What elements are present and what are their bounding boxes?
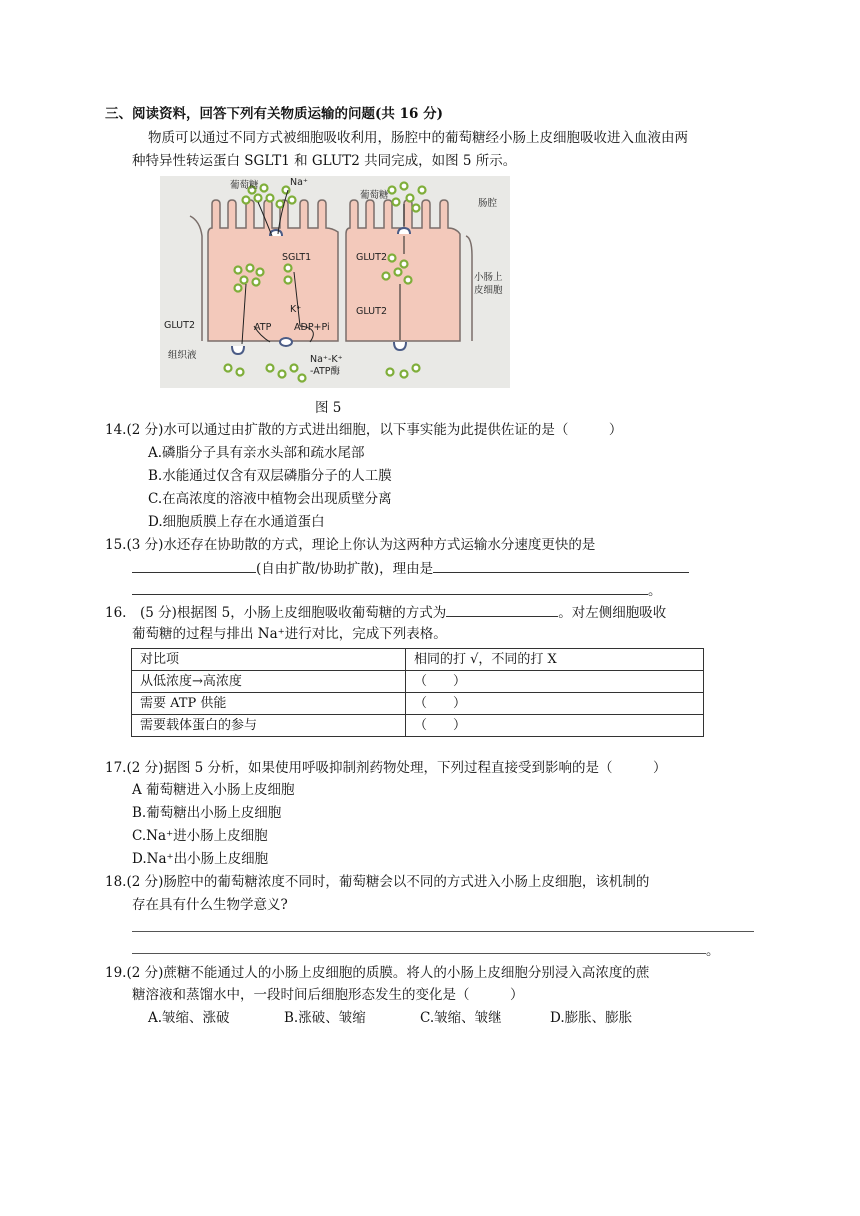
intro-line-2: 种特异性转运蛋白 SGLT1 和 GLUT2 共同完成，如图 5 所示。 <box>132 153 517 169</box>
table-cell-item: 从低浓度→高浓度 <box>132 671 406 693</box>
figure-label-pump-2: -ATP酶 <box>310 366 341 377</box>
table-cell-item: 需要载体蛋白的参与 <box>132 715 406 737</box>
figure-label-k: K⁺ <box>290 304 302 315</box>
q15-answer-line-2 <box>132 580 662 601</box>
q14-option-a: A.磷脂分子具有亲水头部和疏水尾部 <box>148 445 365 461</box>
table-header-item: 对比项 <box>132 649 406 671</box>
figure-label-adp: ADP+Pi <box>294 322 330 333</box>
q14-option-b: B.水能通过仅含有双层磷脂分子的人工膜 <box>148 468 392 484</box>
table-cell-mark[interactable]: （ ） <box>406 671 704 693</box>
figure-label-glucose-left: 葡萄糖 <box>230 180 259 191</box>
q16-stem-line <box>105 602 666 623</box>
q19-option-b: B.涨破、皱缩 <box>284 1010 366 1026</box>
q15-answer-line <box>132 558 689 579</box>
table-cell-mark[interactable]: （ ） <box>406 693 704 715</box>
q18-stem-2: 存在具有什么生物学意义? <box>132 897 288 913</box>
q19-option-a: A.皱缩、涨破 <box>148 1010 230 1026</box>
figure-caption: 图 5 <box>315 400 342 416</box>
q18-answer-line-2[interactable] <box>132 953 706 954</box>
figure-label-glut2-top: GLUT2 <box>356 252 387 263</box>
q18-answer-line-1[interactable] <box>132 931 754 932</box>
q15-blank-reason[interactable] <box>433 558 689 573</box>
q19-stem-2: 糖溶液和蒸馏水中，一段时间后细胞形态发生的变化是（ ） <box>132 987 524 1003</box>
table-cell-item: 需要 ATP 供能 <box>132 693 406 715</box>
figure-5-diagram <box>160 176 510 388</box>
table-cell-mark[interactable]: （ ） <box>406 715 704 737</box>
figure-label-glucose-right: 葡萄糖 <box>360 190 389 201</box>
q18-stem-1: 18.(2 分)肠腔中的葡萄糖浓度不同时，葡萄糖会以不同的方式进入小肠上皮细胞，该机制的 <box>105 874 650 890</box>
q16-stem-b: 。对左侧细胞吸收 <box>558 605 667 621</box>
q14-option-d: D.细胞质膜上存在水通道蛋白 <box>148 514 325 530</box>
q19-option-d: D.膨胀、膨胀 <box>550 1010 633 1026</box>
table-row <box>132 693 704 715</box>
q14-option-c: C.在高浓度的溶液中植物会出现质壁分离 <box>148 491 392 507</box>
figure-label-na: Na⁺ <box>290 177 308 188</box>
q17-option-b: B.葡萄糖出小肠上皮细胞 <box>132 805 282 821</box>
q15-blank-reason-cont[interactable] <box>132 580 648 595</box>
q16-stem-a: 16. (5 分)根据图 5，小肠上皮细胞吸收葡萄糖的方式为 <box>105 605 447 621</box>
section-title: 三、阅读资料，回答下列有关物质运输的问题(共 16 分) <box>105 106 443 122</box>
q19-option-c: C.皱缩、皱继 <box>420 1010 502 1026</box>
q16-stem-c: 葡萄糖的过程与排出 Na⁺进行对比，完成下列表格。 <box>132 626 447 642</box>
q17-stem: 17.(2 分)据图 5 分析，如果使用呼吸抑制剂药物处理，下列过程直接受到影响的是（ ） <box>105 760 667 776</box>
q17-option-d: D.Na⁺出小肠上皮细胞 <box>132 851 269 867</box>
q16-comparison-table <box>131 648 704 737</box>
figure-label-lumen: 肠腔 <box>478 198 498 209</box>
q15-stem: 15.(3 分)水还存在协助散的方式，理论上你认为这两种方式运输水分速度更快的是 <box>105 537 596 553</box>
figure-label-tissue-fluid: 组织液 <box>168 350 197 361</box>
q17-option-c: C.Na⁺进小肠上皮细胞 <box>132 828 268 844</box>
table-header-mark: 相同的打 √，不同的打 X <box>406 649 704 671</box>
figure-label-atp: ATP <box>254 322 272 333</box>
table-header-row <box>132 649 704 671</box>
table-row <box>132 671 704 693</box>
q16-blank-method[interactable] <box>446 602 558 617</box>
figure-label-epithelial-2: 皮细胞 <box>474 285 503 296</box>
q15-end: 。 <box>648 583 662 599</box>
q17-option-a: A 葡萄糖进入小肠上皮细胞 <box>132 782 295 798</box>
q14-stem: 14.(2 分)水可以通过由扩散的方式进出细胞，以下事实能为此提供佐证的是（ ） <box>105 422 623 438</box>
figure-label-sglt1: SGLT1 <box>282 252 312 263</box>
q15-blank-choice[interactable] <box>132 558 256 573</box>
q19-stem-1: 19.(2 分)蔗糖不能通过人的小肠上皮细胞的质膜。将人的小肠上皮细胞分别浸入高浓度的蔗 <box>105 965 650 981</box>
q18-end: 。 <box>706 943 720 959</box>
figure-label-pump-1: Na⁺-K⁺ <box>310 354 343 365</box>
figure-label-glut2-left: GLUT2 <box>164 320 195 331</box>
table-row <box>132 715 704 737</box>
q15-choice-text: (自由扩散/协助扩散)，理由是 <box>256 561 434 577</box>
figure-label-glut2-bottom: GLUT2 <box>356 306 387 317</box>
intro-line-1: 物质可以通过不同方式被细胞吸收利用，肠腔中的葡萄糖经小肠上皮细胞吸收进入血液由两 <box>148 130 688 146</box>
figure-label-epithelial-1: 小肠上 <box>474 272 503 283</box>
